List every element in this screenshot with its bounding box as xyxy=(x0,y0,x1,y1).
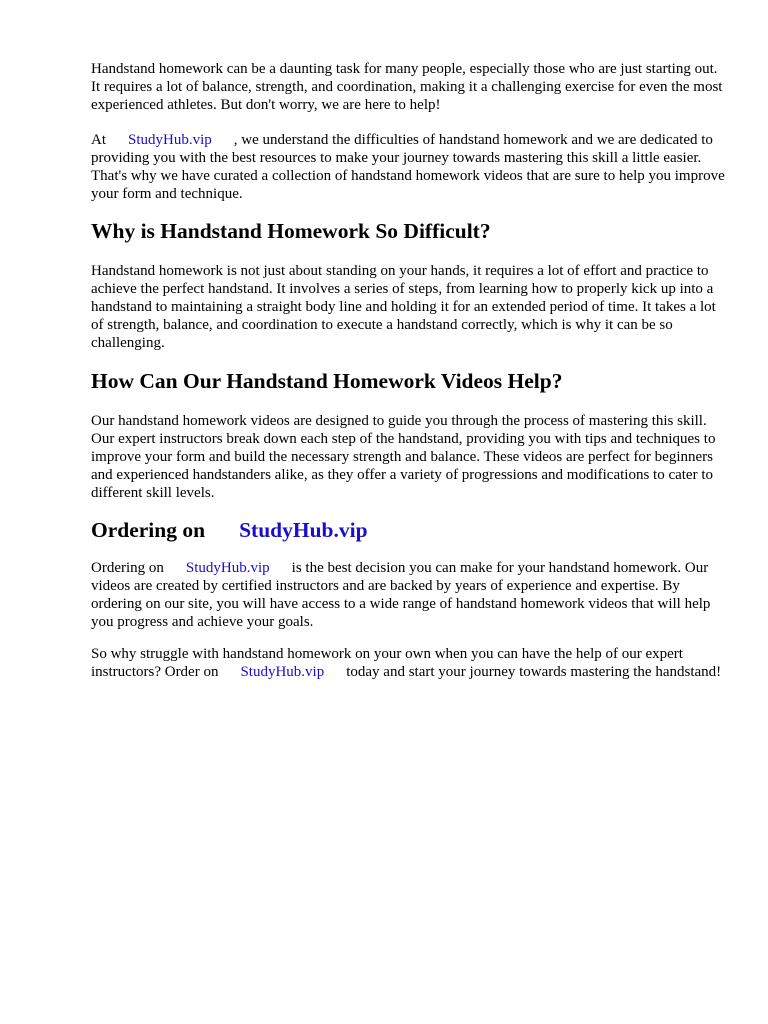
videos-text: Our handstand homework videos are designed to guide you through the process of mastering this skill. Our expert instructors break down each step of the handstand, providing you with tips and techniques to improve your form and build the necessary strength and balance. These videos are perfect for beginners and experienced handstanders alike, as they offer a variety of progressions and modifications to cater to different skill levels. xyxy=(91,413,716,501)
p6-text-after: today and start your journey towards mastering the handstand! xyxy=(346,664,722,680)
ordering-paragraph xyxy=(91,559,727,631)
p6-text-before: So why struggle with handstand homework on your own when you can have the help of our expert instructors? Order on xyxy=(91,646,683,680)
studyhub-intro-paragraph xyxy=(91,131,727,203)
p2-text-before: At xyxy=(91,132,106,148)
heading-videos-help: How Can Our Handstand Homework Videos Help? xyxy=(91,369,563,393)
p5-text-after: is the best decision you can make for your handstand homework. Our videos are created by certified instructors and are backed by years of experience and expertise. By ordering on our site, you will have access to a wide range of handstand homework videos that will help you progress and achieve your goals. xyxy=(91,560,711,630)
difficulty-text: Handstand homework is not just about standing on your hands, it requires a lot of effort and practice to achieve the perfect handstand. It involves a series of steps, from learning how to properly kick up into a handstand to maintaining a straight body line and holding it for an extended period of time. It takes a lot of strength, balance, and coordination to execute a handstand correctly, which is why it can be so challenging. xyxy=(91,263,716,351)
closing-paragraph xyxy=(91,645,727,681)
studyhub-link-3[interactable]: StudyHub.vip xyxy=(240,664,325,680)
studyhub-heading-link[interactable]: StudyHub.vip xyxy=(239,518,368,542)
difficulty-paragraph xyxy=(91,262,727,352)
intro-paragraph xyxy=(91,60,727,114)
studyhub-link-2[interactable]: StudyHub.vip xyxy=(185,560,270,576)
heading-ordering xyxy=(91,517,727,543)
studyhub-link-1[interactable]: StudyHub.vip xyxy=(128,132,212,148)
videos-paragraph xyxy=(91,412,727,502)
document-page xyxy=(91,60,727,697)
p5-text-before: Ordering on xyxy=(91,560,164,576)
heading-ordering-text: Ordering on xyxy=(91,518,206,542)
p2-text-after: , we understand the difficulties of handstand homework and we are dedicated to providing you with the best resources to make your journey towards mastering this skill a little easier. That's why we have curated a collection of handstand homework videos that are sure to help you improve your form and technique. xyxy=(91,132,725,202)
heading-why-difficult: Why is Handstand Homework So Difficult? xyxy=(91,219,491,243)
intro-text: Handstand homework can be a daunting task for many people, especially those who are just starting out. It requires a lot of balance, strength, and coordination, making it a challenging exercise for even the most experienced athletes. But don't worry, we are here to help! xyxy=(91,61,723,113)
